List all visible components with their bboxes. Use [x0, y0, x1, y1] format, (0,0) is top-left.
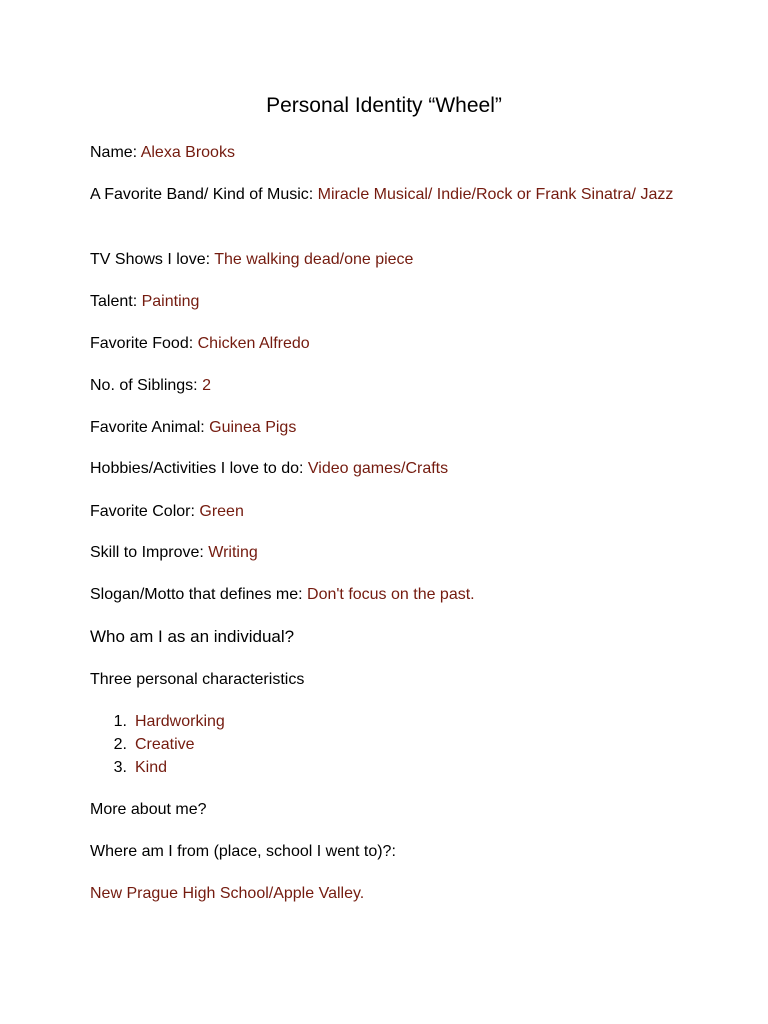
field-talent	[90, 290, 680, 313]
field-value: Chicken Alfredo	[197, 335, 310, 352]
characteristics-label: Three personal characteristics	[90, 671, 305, 688]
field-label: Skill to Improve:	[90, 544, 209, 561]
field-favorite-animal	[90, 416, 680, 439]
field-label: Favorite Food:	[90, 335, 198, 352]
list-text: Kind	[135, 759, 168, 776]
field-hobbies	[90, 457, 680, 480]
list-item	[90, 710, 225, 733]
list-number: 3.	[113, 759, 127, 776]
field-motto	[90, 583, 680, 606]
field-value: Painting	[141, 293, 200, 310]
field-label: Slogan/Motto that defines me:	[90, 586, 308, 603]
list-number: 1.	[113, 713, 127, 730]
list-text: Creative	[135, 736, 195, 753]
list-item	[90, 756, 225, 779]
page-title: Personal Identity “Wheel”	[266, 94, 502, 117]
where-from-label: Where am I from (place, school I went to)?:	[90, 843, 396, 860]
field-skill-to-improve	[90, 541, 680, 564]
field-label: Favorite Animal:	[90, 419, 210, 436]
where-from-value: New Prague High School/Apple Valley.	[90, 885, 365, 902]
field-siblings	[90, 374, 680, 397]
field-value: Green	[199, 503, 244, 520]
field-label: A Favorite Band/ Kind of Music:	[90, 186, 318, 203]
more-about-me-label: More about me?	[90, 801, 207, 818]
field-favorite-color	[90, 500, 680, 523]
field-tv-shows	[90, 248, 680, 271]
field-value: Alexa Brooks	[140, 144, 235, 161]
field-value: Miracle Musical/ Indie/Rock or Frank Sinatra/ Jazz	[317, 186, 674, 203]
field-value: The walking dead/one piece	[214, 251, 414, 268]
field-name	[90, 141, 680, 164]
list-item	[90, 733, 225, 756]
field-label: No. of Siblings:	[90, 377, 203, 394]
characteristics-list	[90, 710, 225, 779]
individual-heading: Who am I as an individual?	[90, 627, 295, 646]
field-value: Don't focus on the past.	[307, 586, 475, 603]
field-favorite-food	[90, 332, 680, 355]
field-label: Hobbies/Activities I love to do:	[90, 460, 308, 477]
field-value: 2	[202, 377, 211, 394]
list-text: Hardworking	[135, 713, 225, 730]
list-number: 2.	[113, 736, 127, 753]
field-label: Favorite Color:	[90, 503, 200, 520]
field-label: TV Shows I love:	[90, 251, 215, 268]
field-value: Video games/Crafts	[307, 460, 449, 477]
field-value: Writing	[208, 544, 258, 561]
field-favorite-music	[90, 183, 680, 206]
field-label: Name:	[90, 144, 141, 161]
field-label: Talent:	[90, 293, 142, 310]
field-value: Guinea Pigs	[209, 419, 297, 436]
